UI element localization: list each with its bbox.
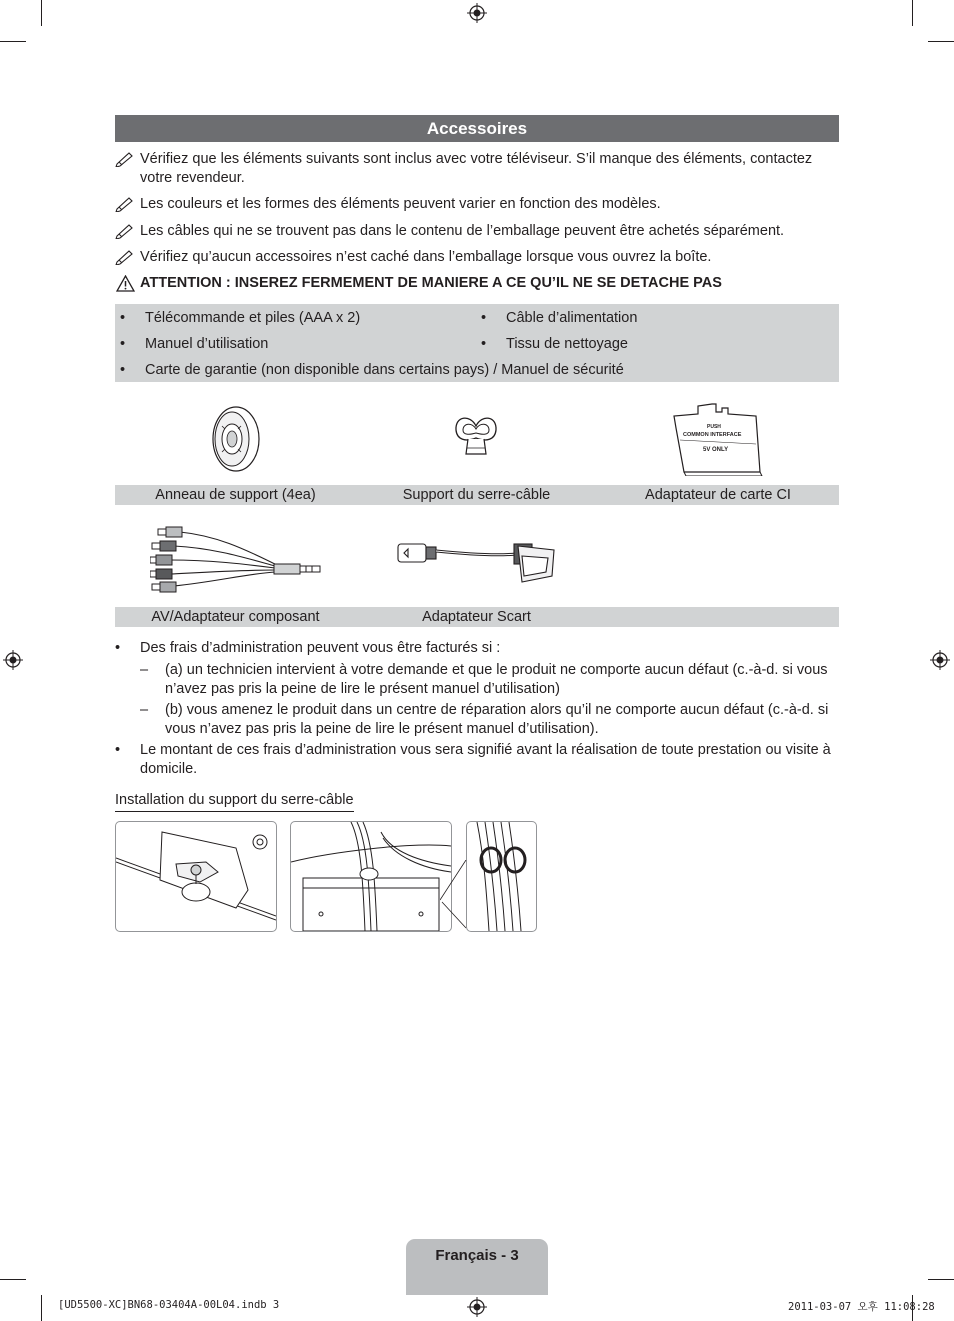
cable-holder-icon — [452, 412, 500, 458]
list-item: • Tissu de nettoyage — [481, 336, 628, 352]
ci-card-adapter-drawing — [670, 402, 766, 476]
caption-cable-holder: Support du serre-câble — [402, 487, 551, 503]
pencil-note-icon — [115, 196, 135, 212]
caption-bar — [115, 607, 839, 627]
fee-case-a: – (a) un technicien intervient à votre demande et que le produit ne comporte aucun défaut (c.-à-d. si vous n’avez pas pris la peine de lire le présent manuel d’utilisation) — [115, 661, 839, 699]
item-power-cable: Câble d’alimentation — [506, 310, 638, 326]
note-item — [115, 150, 839, 188]
caption-holder-ring: Anneau de support (4ea) — [155, 487, 316, 503]
caption-bar — [115, 485, 839, 505]
included-items-box — [115, 304, 839, 382]
fee-intro: • Des frais d’administration peuvent vous être facturés si : — [115, 639, 839, 658]
crop-mark — [912, 0, 913, 26]
tv-stand-drawing — [116, 822, 276, 931]
caption-av-adapter: AV/Adaptateur composant — [151, 609, 320, 625]
registration-mark-icon — [930, 650, 950, 670]
holder-ring-icon — [210, 404, 262, 474]
crop-mark — [928, 1279, 954, 1280]
fee-case-b: – (b) vous amenez le produit dans un centre de réparation alors qu’il ne comporte aucun défaut (c.-à-d. si vous n’avez pas pris la peine de lire le présent manuel d’utilisation). — [115, 701, 839, 739]
cable-routing-drawing — [291, 822, 451, 931]
install-step-3-illustration — [466, 821, 537, 932]
note-text: Vérifiez que les éléments suivants sont inclus avec votre téléviseur. S’il manque des éléments, contactez votre revendeur. — [140, 151, 813, 186]
note-item — [115, 222, 839, 241]
page-number-tab: Français - 3 — [406, 1239, 548, 1295]
note-text: Vérifiez qu’aucun accessoires n’est caché dans l’emballage lorsque vous ouvrez la boîte. — [140, 249, 712, 265]
ci-common-interface-label: COMMON INTERFACE — [683, 432, 742, 438]
list-item: • Carte de garantie (non disponible dans certains pays) / Manuel de sécurité — [120, 362, 624, 378]
registration-mark-icon — [3, 650, 23, 670]
crop-mark — [0, 41, 26, 42]
install-step-1-illustration — [115, 821, 277, 932]
crop-mark — [928, 41, 954, 42]
scart-adapter-icon — [396, 536, 556, 586]
list-item: • Manuel d’utilisation — [120, 336, 269, 352]
registration-mark-icon — [467, 1297, 487, 1317]
fee-notice-text: Le montant de ces frais d’administration vous sera signifié avant la réalisation de toute prestation ou visite à domicile. — [140, 742, 831, 777]
note-item — [115, 248, 839, 267]
caption-ci-adapter: Adaptateur de carte CI — [645, 487, 791, 503]
fee-case-a-text: (a) un technicien intervient à votre demande et que le produit ne comporte aucun défaut (c.-à-d. si vous n’avez pas pris la peine de lire le présent manuel d’utilisation) — [165, 662, 828, 697]
note-text: Les câbles qui ne se trouvent pas dans le contenu de l’emballage peuvent être achetés séparément. — [140, 223, 785, 239]
crop-mark — [41, 0, 42, 26]
note-item — [115, 195, 839, 214]
av-component-adapter-icon — [150, 522, 322, 602]
pencil-note-icon — [115, 249, 135, 265]
item-remote: Télécommande et piles (AAA x 2) — [145, 310, 361, 326]
note-text: Les couleurs et les formes des éléments peuvent varier en fonction des modèles. — [140, 196, 661, 212]
item-warranty: Carte de garantie (non disponible dans certains pays) / Manuel de sécurité — [145, 362, 624, 378]
fee-intro-text: Des frais d’administration peuvent vous être facturés si : — [140, 640, 501, 656]
print-slug-left: [UD5500-XC]BN68-03404A-00L04.indb 3 — [58, 1299, 280, 1311]
crop-mark — [41, 1295, 42, 1321]
list-item: • Câble d’alimentation — [481, 310, 638, 326]
caution-line — [115, 274, 839, 293]
caution-text: ATTENTION : INSEREZ FERMEMENT DE MANIERE A CE QU’IL NE SE DETACHE PAS — [140, 275, 722, 291]
fee-notice: • Le montant de ces frais d’administration vous sera signifié avant la réalisation de toute prestation ou visite à domicile. — [115, 741, 839, 779]
ci-card-adapter-icon — [670, 402, 766, 476]
print-slug-right: 2011-03-07 오후 11:08:28 — [788, 1301, 935, 1313]
crop-mark — [0, 1279, 26, 1280]
section-title: Accessoires — [115, 115, 839, 142]
detail-leader-lines — [440, 860, 470, 930]
pencil-note-icon — [115, 151, 135, 167]
list-item: • Télécommande et piles (AAA x 2) — [120, 310, 361, 326]
install-heading: Installation du support du serre-câble — [115, 791, 354, 812]
cable-holder-closeup-drawing — [467, 822, 536, 931]
caption-scart-adapter: Adaptateur Scart — [422, 609, 531, 625]
item-cleaning-cloth: Tissu de nettoyage — [506, 336, 628, 352]
warning-triangle-icon — [116, 275, 135, 292]
fee-case-b-text: (b) vous amenez le produit dans un centre de réparation alors qu’il ne comporte aucun défaut (c.-à-d. si vous n’avez pas pris la peine de lire le présent manuel d’utilisation). — [165, 702, 829, 737]
pencil-note-icon — [115, 223, 135, 239]
ci-push-label: PUSH — [707, 424, 721, 430]
install-step-2-illustration — [290, 821, 452, 932]
registration-mark-icon — [467, 3, 487, 23]
ci-voltage-label: 5V ONLY — [703, 447, 729, 453]
item-manual: Manuel d’utilisation — [145, 336, 269, 352]
